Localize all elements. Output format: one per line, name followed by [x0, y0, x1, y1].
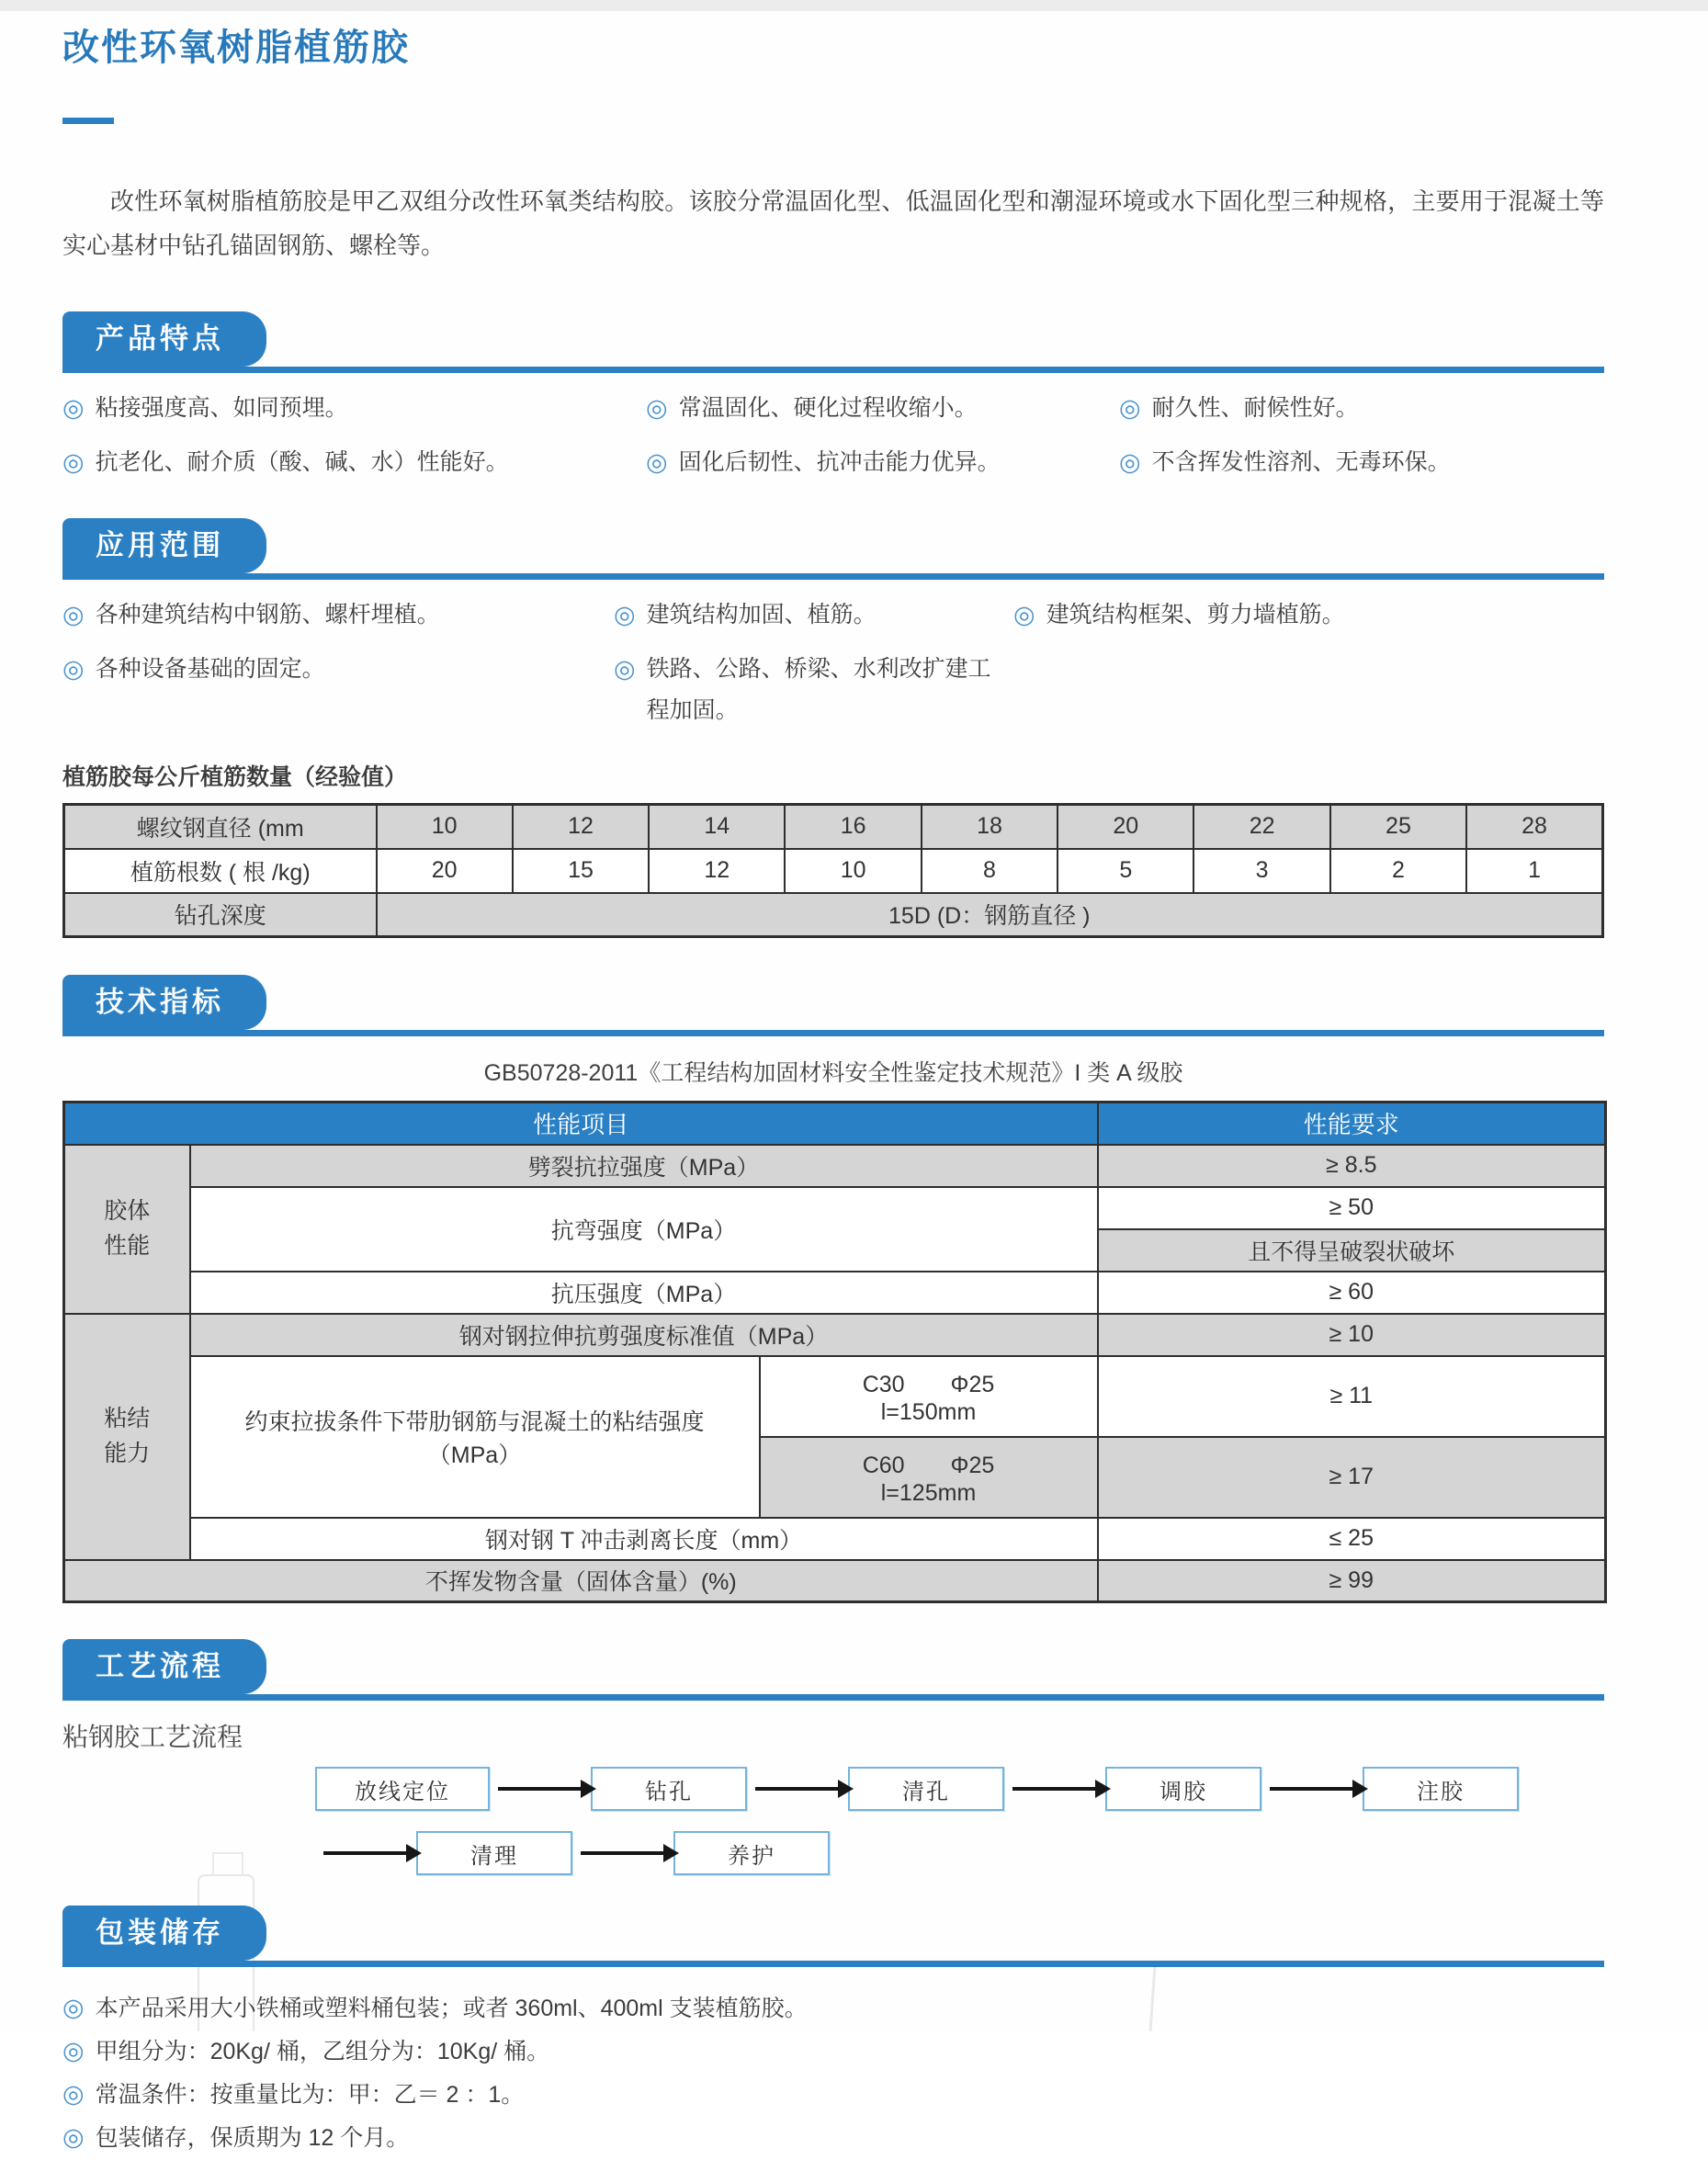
- section-applications: [62, 518, 1604, 744]
- feature-text: 抗老化、耐介质（酸、碱、水）性能好。: [95, 449, 509, 476]
- process-step: 清孔: [848, 1767, 1004, 1811]
- table-row: [64, 849, 1603, 893]
- table-cell: 14: [649, 805, 785, 849]
- condition-cell: [760, 1437, 1098, 1518]
- table-cell: 12: [513, 805, 649, 849]
- rebar-table-caption: 植筋胶每公斤植筋数量（经验值）: [62, 764, 408, 791]
- requirement-cell: ≤ 25: [1098, 1518, 1606, 1560]
- section-features: [62, 311, 1604, 496]
- table-cell: 5: [1058, 849, 1193, 893]
- feature-text: 不含挥发性溶剂、无毒环保。: [1151, 449, 1451, 476]
- table-cell: 2: [1330, 849, 1466, 893]
- double-circle-bullet-icon: ◎: [62, 2037, 85, 2065]
- section-header: [62, 975, 1604, 1036]
- section-tab-process: 工艺流程: [62, 1639, 266, 1694]
- list-item: [1013, 594, 1604, 636]
- features-column-2: [646, 388, 1119, 496]
- condition-spec: C30 Φ25: [862, 1372, 995, 1398]
- double-circle-bullet-icon: ◎: [62, 601, 85, 629]
- table-cell: 15D (D：钢筋直径 ): [377, 893, 1603, 937]
- requirement-cell: ≥ 10: [1098, 1314, 1606, 1356]
- list-item: [614, 594, 1013, 636]
- property-cell: 劈裂抗拉强度（MPa）: [190, 1145, 1098, 1187]
- group-label-line: 性能: [104, 1232, 151, 1259]
- process-step: 注胶: [1363, 1767, 1519, 1811]
- property-cell: 钢对钢 T 冲击剥离长度（mm）: [190, 1518, 1098, 1560]
- condition-spec: C60 Φ25: [862, 1453, 995, 1479]
- column-header-cell: 性能要求: [1098, 1103, 1606, 1145]
- list-item: [62, 594, 614, 636]
- section-process: [62, 1639, 1604, 1875]
- list-item: [1119, 442, 1604, 483]
- condition-length: l=125mm: [880, 1480, 977, 1507]
- list-item: [646, 442, 1119, 483]
- process-subtitle: 粘钢胶工艺流程: [62, 1723, 243, 1752]
- table-cell: 10: [785, 849, 921, 893]
- table-cell: 16: [785, 805, 921, 849]
- list-item: [614, 649, 1013, 731]
- group-label-line: 能力: [104, 1440, 151, 1466]
- list-item: [62, 1987, 1604, 2030]
- section-tab-features: 产品特点: [62, 311, 266, 367]
- table-cell: 8: [922, 849, 1058, 893]
- table-row: [64, 1518, 1606, 1560]
- flow-arrow-icon: [755, 1787, 840, 1791]
- table-cell: 12: [649, 849, 785, 893]
- section-header: [62, 1906, 1604, 1967]
- title-underline: [62, 118, 114, 124]
- double-circle-bullet-icon: ◎: [62, 1994, 85, 2022]
- table-row: [64, 1560, 1606, 1602]
- table-row: [64, 1145, 1606, 1187]
- double-circle-bullet-icon: ◎: [614, 655, 636, 684]
- group-cell: [64, 1314, 190, 1560]
- storage-text: 本产品采用大小铁桶或塑料桶包装；或者 360ml、400ml 支装植筋胶。: [95, 1996, 808, 2022]
- table-cell: 15: [513, 849, 649, 893]
- requirement-cell: ≥ 8.5: [1098, 1145, 1606, 1187]
- list-item: [62, 2074, 1604, 2117]
- row-header-cell: 植筋根数 ( 根 /kg): [64, 849, 377, 893]
- section-tab-storage: 包装储存: [62, 1906, 266, 1961]
- double-circle-bullet-icon: ◎: [62, 655, 85, 684]
- table-row: [64, 1314, 1606, 1356]
- double-circle-bullet-icon: ◎: [1013, 601, 1035, 629]
- double-circle-bullet-icon: ◎: [62, 2123, 85, 2152]
- section-tech: [62, 975, 1604, 1603]
- table-cell: 3: [1193, 849, 1329, 893]
- standard-note: GB50728-2011《工程结构加固材料安全性鉴定技术规范》I 类 A 级胶: [483, 1060, 1183, 1087]
- section-header: [62, 518, 1604, 580]
- property-cell: 抗弯强度（MPa）: [190, 1187, 1098, 1272]
- double-circle-bullet-icon: ◎: [1119, 448, 1141, 477]
- double-circle-bullet-icon: ◎: [646, 394, 668, 423]
- table-cell: 18: [922, 805, 1058, 849]
- flow-arrow-icon: [581, 1851, 665, 1855]
- storage-text: 包装储存，保质期为 12 个月。: [95, 2125, 410, 2152]
- table-row: [64, 1272, 1606, 1314]
- rebar-count-table: [62, 803, 1604, 938]
- list-item: [62, 2117, 1604, 2160]
- applications-column-2: [614, 594, 1013, 744]
- application-text: 各种设备基础的固定。: [95, 656, 325, 683]
- row-header-cell: 钻孔深度: [64, 893, 377, 937]
- flow-arrow-icon: [323, 1851, 408, 1855]
- group-label-line: 胶体: [104, 1198, 151, 1225]
- table-cell: 22: [1193, 805, 1329, 849]
- list-item: [62, 649, 614, 690]
- list-item: [62, 2030, 1604, 2074]
- section-tab-tech: 技术指标: [62, 975, 266, 1030]
- table-row: [64, 1103, 1606, 1145]
- intro-paragraph: 改性环氧树脂植筋胶是甲乙双组分改性环氧类结构胶。该胶分常温固化型、低温固化型和潮湿环境或水下固化型三种规格，主要用于混凝土等实心基材中钻孔锚固钢筋、螺栓等。: [62, 187, 1604, 260]
- table-cell: 20: [377, 849, 513, 893]
- double-circle-bullet-icon: ◎: [646, 448, 668, 477]
- flow-arrow-icon: [1270, 1787, 1354, 1791]
- property-cell: 钢对钢拉伸抗剪强度标准值（MPa）: [190, 1314, 1098, 1356]
- process-step: 调胶: [1105, 1767, 1261, 1811]
- page-content: [0, 11, 1708, 2160]
- table-row: [64, 805, 1603, 849]
- list-item: [62, 388, 646, 429]
- table-cell: 20: [1058, 805, 1193, 849]
- table-cell: 1: [1466, 849, 1602, 893]
- process-step: 养护: [673, 1831, 830, 1875]
- table-cell: 25: [1330, 805, 1466, 849]
- feature-text: 固化后韧性、抗冲击能力优异。: [678, 449, 1001, 476]
- flow-arrow-icon: [1012, 1787, 1097, 1791]
- condition-length: l=150mm: [880, 1399, 977, 1426]
- double-circle-bullet-icon: ◎: [62, 2080, 85, 2109]
- section-header: [62, 1639, 1604, 1701]
- requirement-cell: ≥ 11: [1098, 1356, 1606, 1437]
- table-cell: 28: [1466, 805, 1602, 849]
- double-circle-bullet-icon: ◎: [614, 601, 636, 629]
- page-top-strip: [0, 0, 1708, 11]
- storage-text: 常温条件：按重量比为：甲：乙＝ 2 ：1。: [95, 2082, 525, 2109]
- row-header-cell: 螺纹钢直径 (mm: [64, 805, 377, 849]
- requirement-cell: 且不得呈破裂状破坏: [1098, 1229, 1606, 1272]
- table-row: [64, 893, 1603, 937]
- property-label-line: 约束拉拔条件下带肋钢筋与混凝土的粘结强度: [244, 1408, 705, 1435]
- property-cell: 不挥发物含量（固体含量）(%): [64, 1560, 1098, 1602]
- property-cell: 抗压强度（MPa）: [190, 1272, 1098, 1314]
- requirement-cell: ≥ 60: [1098, 1272, 1606, 1314]
- section-tab-applications: 应用范围: [62, 518, 266, 573]
- requirement-cell: ≥ 99: [1098, 1560, 1606, 1602]
- condition-cell: [760, 1356, 1098, 1437]
- list-item: [1119, 388, 1604, 429]
- process-step: 放线定位: [315, 1767, 490, 1811]
- features-list: [62, 388, 1604, 496]
- application-text: 铁路、公路、桥梁、水利改扩建工程加固。: [646, 656, 991, 724]
- double-circle-bullet-icon: ◎: [62, 448, 85, 477]
- property-label-line: （MPa）: [427, 1442, 522, 1468]
- section-header: [62, 311, 1604, 373]
- group-label-line: 粘结: [104, 1406, 151, 1432]
- applications-list: [62, 594, 1604, 744]
- storage-text: 甲组分为：20Kg/ 桶，乙组分为：10Kg/ 桶。: [95, 2039, 550, 2065]
- storage-list: [62, 1987, 1604, 2160]
- process-flow-row-1: [315, 1767, 1604, 1811]
- table-row: [64, 1187, 1606, 1229]
- process-step: 钻孔: [591, 1767, 747, 1811]
- features-column-3: [1119, 388, 1604, 496]
- requirement-cell: ≥ 50: [1098, 1187, 1606, 1229]
- section-storage: [62, 1906, 1604, 2160]
- group-cell: [64, 1145, 190, 1314]
- double-circle-bullet-icon: ◎: [1119, 394, 1141, 423]
- requirement-cell: ≥ 17: [1098, 1437, 1606, 1518]
- application-text: 建筑结构框架、剪力墙植筋。: [1046, 602, 1345, 628]
- page-title: 改性环氧树脂植筋胶: [62, 28, 410, 68]
- applications-column-3: [1013, 594, 1604, 744]
- list-item: [646, 388, 1119, 429]
- double-circle-bullet-icon: ◎: [62, 394, 85, 423]
- tech-spec-table: [62, 1101, 1607, 1603]
- process-flow-row-2: [315, 1831, 1604, 1875]
- property-cell: [190, 1356, 760, 1518]
- feature-text: 耐久性、耐候性好。: [1151, 395, 1359, 422]
- list-item: [62, 442, 646, 483]
- process-step: 清理: [416, 1831, 572, 1875]
- application-text: 各种建筑结构中钢筋、螺杆埋植。: [95, 602, 440, 628]
- application-text: 建筑结构加固、植筋。: [646, 602, 877, 628]
- applications-column-1: [62, 594, 614, 744]
- features-column-1: [62, 388, 646, 496]
- feature-text: 粘接强度高、如同预埋。: [95, 395, 348, 422]
- flow-arrow-icon: [498, 1787, 583, 1791]
- column-header-cell: 性能项目: [64, 1103, 1098, 1145]
- table-cell: 10: [377, 805, 513, 849]
- feature-text: 常温固化、硬化过程收缩小。: [678, 395, 978, 422]
- table-row: [64, 1356, 1606, 1437]
